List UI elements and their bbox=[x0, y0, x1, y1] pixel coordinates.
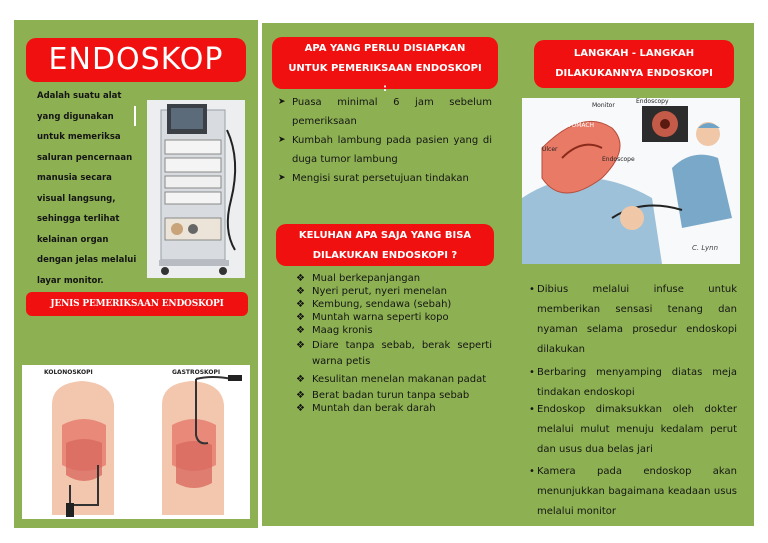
text-cursor bbox=[134, 106, 136, 126]
prep-list bbox=[278, 93, 492, 188]
jenis-heading: JENIS PEMERIKSAAN ENDOSKOPI bbox=[26, 292, 248, 316]
intro-line: manusia secara bbox=[37, 173, 112, 183]
monitor-label: Monitor bbox=[592, 102, 615, 109]
complaint-heading: KELUHAN APA SAJA YANG BISA DILAKUKAN ENDOSKOPI ? bbox=[276, 224, 494, 266]
step-item: • Dibius melalui infuse untuk memberikan sensasi tenang dan nyaman selama prosedur endoskopi dilakukan bbox=[529, 280, 737, 360]
ulcer-label: Ulcer bbox=[542, 146, 558, 153]
intro-text bbox=[37, 86, 147, 291]
intro-line: kelainan organ bbox=[37, 234, 109, 245]
complaint-item: ❖ Muntah dan berak darah bbox=[296, 402, 492, 415]
prep-heading: APA YANG PERLU DISIAPKAN UNTUK PEMERIKSAAN ENDOSKOPI : bbox=[272, 37, 498, 89]
complaint-item: ❖ Nyeri perut, nyeri menelan bbox=[296, 285, 492, 298]
endoscope-label: Endoscope bbox=[602, 156, 635, 163]
steps-heading: LANGKAH - LANGKAH DILAKUKANNYA ENDOSKOPI bbox=[534, 40, 734, 88]
intro-line: visual langsung, bbox=[37, 193, 116, 204]
intro-line: yang digunakan bbox=[37, 111, 114, 122]
steps-list bbox=[529, 280, 737, 522]
complaint-item: ❖ Kesulitan menelan makanan padat bbox=[296, 371, 492, 388]
step-item: • Endoskop dimaksukkan oleh dokter melalui mulut menuju kedalam perut dan usus dua belas jari bbox=[529, 400, 737, 460]
endoscopy-types-image bbox=[22, 365, 250, 519]
procedure-illustration bbox=[522, 98, 740, 264]
prep-item: ➤ Mengisi surat persetujuan tindakan bbox=[278, 169, 492, 188]
complaint-item: ❖ Muntah warna seperti kopo bbox=[296, 311, 492, 324]
prep-item: ➤ Puasa minimal 6 jam sebelum pemeriksaan bbox=[278, 93, 492, 131]
complaint-list bbox=[296, 272, 492, 415]
intro-line: untuk memeriksa bbox=[37, 132, 121, 142]
step-item: • Berbaring menyamping diatas meja tindakan endoskopi bbox=[529, 363, 737, 403]
gastroskopi-figure bbox=[162, 375, 242, 515]
kolonoskopi-label: KOLONOSKOPI bbox=[44, 369, 93, 376]
kolonoskopi-figure bbox=[52, 381, 114, 517]
complaint-item: ❖ Mual berkepanjangan bbox=[296, 272, 492, 285]
complaint-item: ❖ Kembung, sendawa (sebah) bbox=[296, 298, 492, 311]
complaint-item: ❖ Diare tanpa sebab, berak seperti warna petis bbox=[296, 338, 492, 370]
endoscopy-label: Endoscopy bbox=[636, 98, 669, 105]
complaint-item: ❖ Maag kronis bbox=[296, 324, 492, 337]
intro-line: saluran pencernaan bbox=[37, 152, 133, 163]
gastroskopi-label: GASTROSKOPI bbox=[172, 369, 221, 376]
intro-line: sehingga terlihat bbox=[37, 214, 120, 224]
intro-line: layar monitor. bbox=[37, 275, 104, 286]
complaint-item: ❖ Berat badan turun tanpa sebab bbox=[296, 389, 492, 402]
intro-line: Adalah suatu alat bbox=[37, 91, 122, 101]
stomach-label: STOMACH bbox=[564, 122, 595, 129]
page-title: ENDOSKOP bbox=[26, 38, 246, 82]
intro-line: dengan jelas melalui bbox=[37, 255, 137, 265]
endoscopy-tower-image bbox=[147, 100, 245, 278]
step-item: • Kamera pada endoskop akan menunjukkan bagaimana keadaan usus melalui monitor bbox=[529, 462, 737, 522]
prep-item: ➤ Kumbah lambung pada pasien yang di duga tumor lambung bbox=[278, 131, 492, 169]
signature: C. Lynn bbox=[692, 244, 719, 252]
